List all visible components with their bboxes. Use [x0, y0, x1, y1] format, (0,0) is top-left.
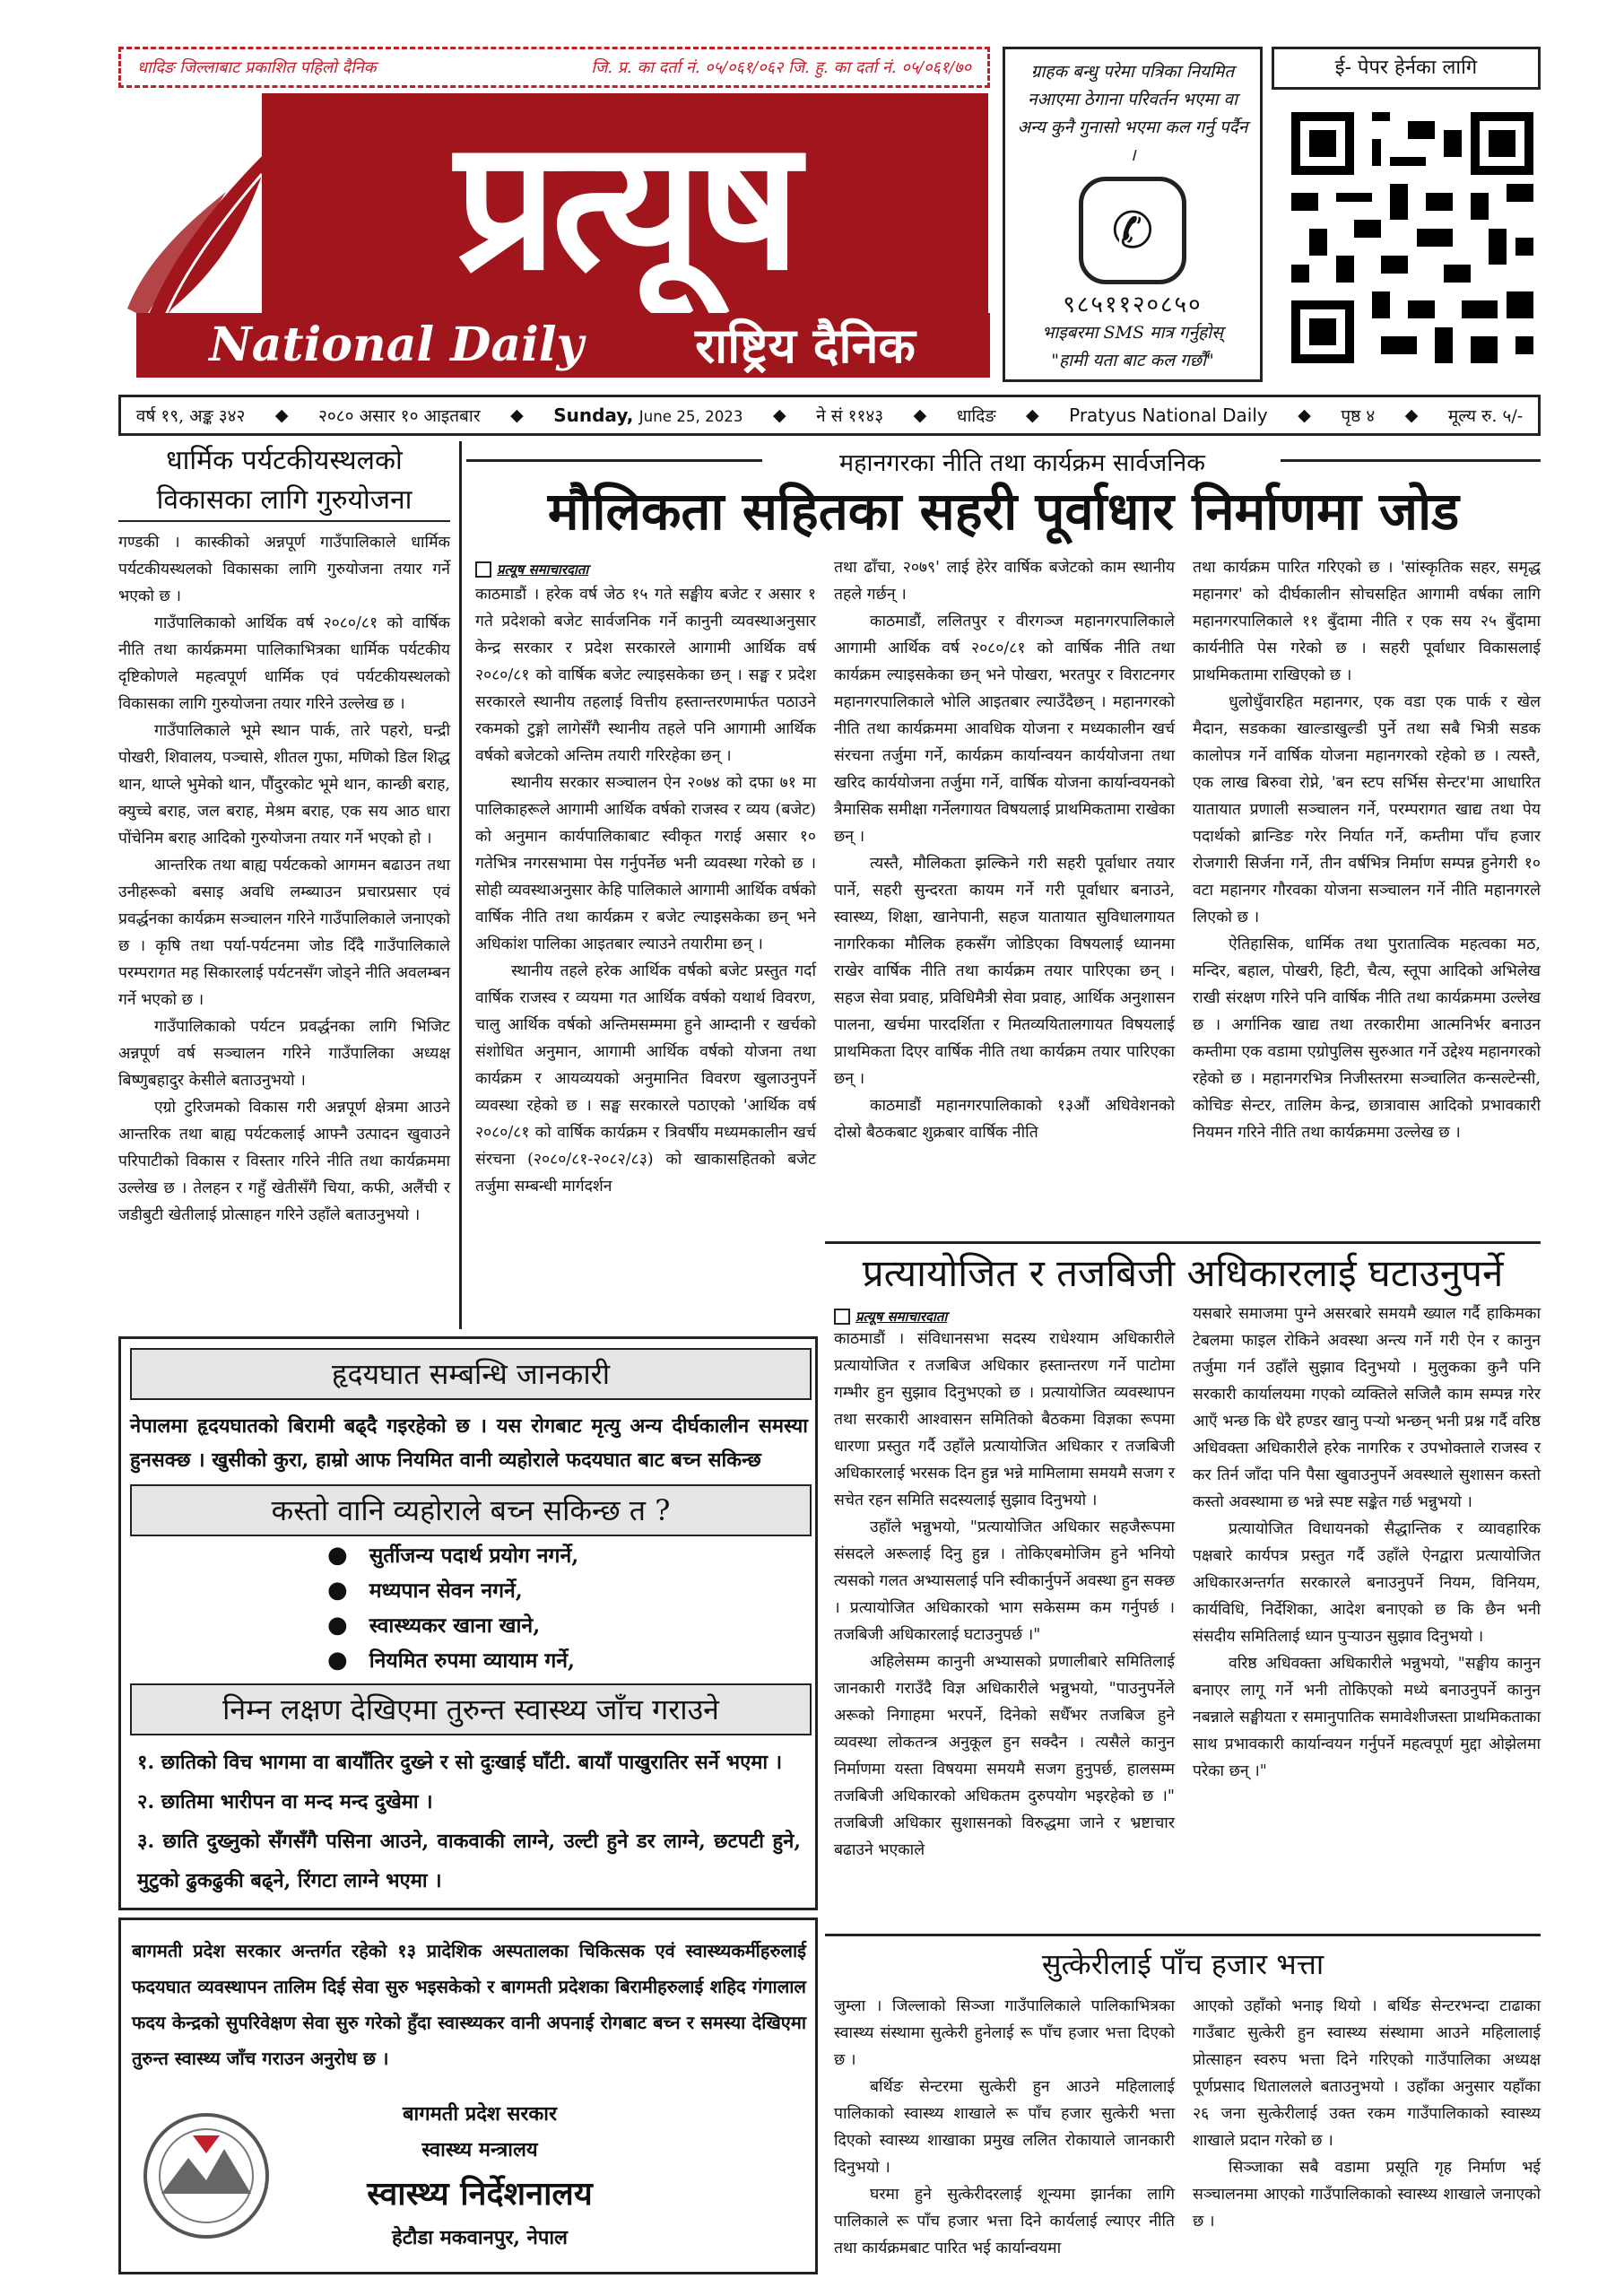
- call-quote: "हामी यता बाट कल गर्छौं": [1051, 351, 1214, 370]
- paragraph: गाउँपालिकाको पर्यटन प्रवर्द्धनका लागि भिजिट अन्नपूर्ण वर्ष सञ्चालन गरिने गाउँपालिका अध्यक्ष बिष्णुबहादुर केसीले बताउनुभयो ।: [118, 1018, 450, 1090]
- masthead-title: प्रत्यूष: [262, 93, 988, 317]
- ad-subtitle: कस्तो वानि व्यहोराले बच्न सकिन्छ त ?: [130, 1484, 812, 1536]
- list-item: ● स्वास्थ्यकर खाना खाने,: [327, 1608, 578, 1643]
- byline-box-icon: [834, 1309, 850, 1325]
- notice-text: ग्राहक बन्धु परेमा पत्रिका नियमित नआएमा ठेगाना परिवर्तन भएमा वा अन्य कुनै गुनासो भएमा कल गर्नु पर्दैन ।: [1017, 62, 1248, 165]
- paragraph: धुलोधुँवारहित महानगर, एक वडा एक पार्क र खेल मैदान, सडकका खाल्डाखुल्डी पुर्ने तथा सबै भित्री सडक कालोपत्र गर्ने वार्षिक योजना महानगरको रहेको छ । त्यस्तै, एक लाख बिरुवा रोप्ने, 'बन स्टप सर्भिस सेन्टर'मा आधारित यातायात प्रणाली सञ्चालन गर्ने, परम्परागत खाद्य तथा पेय पदार्थको ब्रान्डिङ गरेर निर्यात गर्ने, कम्तीमा पाँच हजार रोजगारी सिर्जना गर्ने, तीन वर्षभित्र निर्माण सम्पन्न हुनेगरी १० वटा महानगर गौरवका योजना सञ्चालन गर्ने नीति महानगरले लिएको छ ।: [1193, 693, 1541, 926]
- second-byline: प्रत्यूष समाचारदाता: [834, 1308, 947, 1326]
- paragraph: प्रत्यायोजित विधायनको सैद्धान्तिक र व्यावहारिक पक्षबारे कार्यपत्र प्रस्तुत गर्दै उहाँले ऐनद्वारा प्रत्यायोजित अधिकारअन्तर्गत सरकारले बनाउनुपर्ने नियम, विनियम, कार्यविधि, निर्देशिका, आदेश बनाएको छ कि छैन भनी संसदीय समितिलाई ध्यान पुर्‍याउन सुझाव दिनुभयो ।: [1193, 1520, 1541, 1646]
- subscriber-notice: [1003, 47, 1263, 382]
- paragraph: गाउँपालिकाको आर्थिक वर्ष २०८०/८१ को वार्षिक नीति तथा कार्यक्रममा पालिकाभित्रका धार्मिक पर्यटकीय दृष्टिकोणले महत्वपूर्ण धार्मिक एवं पर्यटकीयस्थलको विकासका लागि गुरुयोजना तयार गरिने उल्लेख छ ।: [118, 614, 450, 713]
- paragraph: काठमाडौं । हरेक वर्ष जेठ १५ गते सङ्घीय बजेट र असार १ गते प्रदेशको बजेट सार्वजनिक गर्ने कानुनी व्यवस्थाअनुसार केन्द्र सरकार र प्रदेश सरकारले आगामी आर्थिक वर्ष २०८०/८१ को वार्षिक बजेट ल्याइसकेका छन् । सङ्घ र प्रदेश सरकारले स्थानीय तहलाई वित्तीय हस्तान्तरणमार्फत पठाउने रकमको टुङ्गो लागेसँगै स्थानीय तहले पनि आगामी आर्थिक वर्षको बजेटको अन्तिम तयारी गरिरहेका छन् ।: [475, 586, 816, 765]
- issuer-block: [300, 2096, 659, 2256]
- strip-right-text: जि. प्र. का दर्ता नं. ०५/०६१/०६२ जि. हु. का दर्ता नं. ०५/०६१/७०: [591, 58, 971, 77]
- paragraph: काठमाडौं । संविधानसभा सदस्य राधेश्याम अधिकारीले प्रत्यायोजित र तजबिज अधिकार हस्तान्तरण गर्ने पाटोमा गम्भीर हुन सुझाव दिनुभएको छ । प्रत्यायोजित व्यवस्थापन तथा सरकारी आश्वासन समितिको बैठकमा विज्ञका रूपमा धारणा प्रस्तुत गर्दै उहाँले प्रत्यायोजित अधिकार र तजबिजी अधिकारलाई भरसक दिन हुन्न भन्ने मामिलामा समयमै सजग र सचेत रहन समिति सदस्यलाई सुझाव दिनुभयो ।: [834, 1330, 1175, 1509]
- volume-issue: वर्ष १९, अङ्क ३४२: [135, 406, 246, 426]
- list-item: २. छातिमा भारीपन वा मन्द मन्द दुखेमा ।: [137, 1790, 433, 1813]
- nepali-date: २०८० असार १० आइतबार: [318, 406, 481, 426]
- ad-symptoms-title: निम्न लक्षण देखिएमा तुरुन्त स्वास्थ्य जाँच गराउने: [130, 1683, 812, 1735]
- viber-phone-icon: ✆: [1079, 177, 1186, 284]
- paragraph: काठमाडौं, ललितपुर र वीरगञ्ज महानगरपालिकाले आगामी आर्थिक वर्ष २०८०/८१ को वार्षिक नीति तथा कार्यक्रम ल्याइसकेका छन् भने पोखरा, भरतपुर र विराटनगर महानगरपालिकाले भोलि आइतबार ल्याउँदैछन् । महानगरको नीति तथा कार्यक्रममा आवधिक योजना र मध्यकालीन खर्च संरचना तर्जुमा गर्ने, कार्यक्रम कार्यान्वयन कार्ययोजना तथा खरिद कार्ययोजना तर्जुमा गर्ने, वार्षिक योजना कार्यान्वयनको त्रैमासिक समीक्षा गर्नेलगायत विषयलाई प्राथमिकतामा राखेका छन् ।: [834, 613, 1175, 846]
- kicker-rule: [466, 459, 762, 462]
- paragraph: बर्थिङ सेन्टरमा सुत्केरी हुन आउने महिलालाई पालिकाको स्वास्थ्य शाखाले रू पाँच हजार सुत्केरी भत्ता दिएको स्वास्थ्य शाखाका प्रमुख ललित रोकायाले जानकारी दिनुभयो ।: [834, 2078, 1175, 2177]
- paragraph: जुम्ला । जिल्लाको सिञ्जा गाउँपालिकाले पालिकाभित्रका स्वास्थ्य संस्थामा सुत्केरी हुनेलाई रू पाँच हजार भत्ता दिएको छ ।: [834, 1997, 1175, 2069]
- newspaper-logo: [118, 93, 990, 378]
- paragraph: तथा कार्यक्रम पारित गरिएको छ । 'सांस्कृतिक सहर, समृद्ध महानगर' को दीर्घकालीन सोचसहित आगामी वर्षका लागि महानगरपालिकाले ११ बुँदामा नीति र एक सय २५ बुँदामा कार्यनीति पेस गरेको छ । सहरी पूर्वाधार विकासलाई प्राथमिकतामा राखिएको छ ।: [1193, 559, 1541, 684]
- qr-code-icon[interactable]: [1291, 112, 1533, 363]
- issuer-ministry: स्वास्थ्य मन्त्रालय: [421, 2138, 538, 2161]
- registration-strip: [118, 47, 990, 88]
- main-article-kicker: महानगरका नीति तथा कार्यक्रम सार्वजनिक: [838, 449, 1206, 477]
- main-byline: प्रत्यूष समाचारदाता: [475, 561, 588, 578]
- issuer-government: बागमती प्रदेश सरकार: [403, 2102, 557, 2126]
- main-article-col2: [834, 554, 1175, 1146]
- health-directorate-notice: [118, 1918, 818, 2274]
- paragraph: आएको उहाँको भनाइ थियो । बर्थिङ सेन्टरभन्दा टाढाका गाउँबाट सुत्केरी हुन स्वास्थ्य संस्थामा आउने महिलालाई प्रोत्साहन स्वरुप भत्ता दिने गरिएको गाउँपालिका अध्यक्ष पूर्णप्रसाद धिताललले बताउनुभयो । उहाँका अनुसार यहाँका २६ जना सुत्केरीलाई उक्त रकम गाउँपालिकाको स्वास्थ्य शाखाले प्रदान गरेको छ ।: [1193, 1997, 1541, 2150]
- ad-title: हृदयघात सम्बन्धि जानकारी: [130, 1348, 812, 1400]
- paper-english-name: Pratyus National Daily: [1069, 404, 1268, 426]
- paragraph: त्यस्तै, मौलिकता झल्किने गरी सहरी पूर्वाधार तयार पार्ने, सहरी सुन्दरता कायम गर्ने गरी पूर्वाधार बनाउने, स्वास्थ्य, शिक्षा, खानेपानी, सहज यातायात सुविधालगायत नागरिकका मौलिक हकसँग जोडिएका विषयलाई ध्यानमा राखेर वार्षिक नीति तथा कार्यक्रम तयार पारिएका छन् । सहज सेवा प्रवाह, प्रविधिमैत्री सेवा प्रवाह, आर्थिक अनुशासन पालना, खर्चमा पारदर्शिता र मितव्ययितालगायत विषयलाई प्राथमिकता दिएर वार्षिक नीति तथा कार्यक्रम तयार पारिएका छन् ।: [834, 855, 1175, 1088]
- paragraph: उहाँले भन्नुभयो, "प्रत्यायोजित अधिकार सहजैरूपमा संसदले अरूलाई दिनु हुन्न । तोकिएबमोजिम हुने भनियो त्यसको गलत अभ्यासलाई पनि स्वीकार्नुपर्ने अवस्था हुन सक्छ । प्रत्यायोजित अधिकारको भाग सकेसम्म कम गर्नुपर्छ । तजबिजी अधिकारलाई घटाउनुपर्छ ।": [834, 1518, 1175, 1644]
- masthead-subtitle: राष्ट्रिय दैनिक: [621, 313, 990, 378]
- left-article-headline: धार्मिक पर्यटकीयस्थलको विकासका लागि गुरुयोजना: [118, 441, 450, 522]
- phone-number: ९८५११२०८५०: [1063, 291, 1203, 318]
- paragraph: गाउँपालिकाले भूमे स्थान पार्क, तारे पहरो, घन्द्री पोखरी, शिवालय, पञ्चासे, शीतल गुफा, मणिको डिल शिद्ध थान, थाप्ले भुमेको थान, पौंदुरकोट भूमे थान, कान्छी बराह, क्युच्चे बराह, जल बराह, मेश्रम बराह, एक सय आठ धारा पोंचेनिम बराह आदिको गुरुयोजना तयार गर्ने भएको हो ।: [118, 722, 450, 848]
- dateline-bar: वर्ष १९, अङ्क ३४२ ◆ २०८० असार १० आइतबार ◆ Sunday, June 25, 2023 ◆ ने सं ११४३ ◆ धादिङ ◆ Pratyus National Daily ◆ पृष्ठ ४ ◆ मूल्य रु. ५/-: [118, 395, 1541, 436]
- masthead-english-name: National Daily: [136, 313, 656, 378]
- paragraph: स्थानीय तहले हरेक आर्थिक वर्षको बजेट प्रस्तुत गर्दा वार्षिक राजस्व र व्ययमा गत आर्थिक वर्षको यथार्थ विवरण, चालु आर्थिक वर्षको अन्तिमसम्ममा हुने आम्दानी र खर्चको संशोधित अनुमान, आगामी आर्थिक वर्षको योजना तथा कार्यक्रम र आयव्ययको अनुमानित विवरण खुलाउनुपर्ने व्यवस्था रहेको छ । सङ्घ सरकारले पठाएको 'आर्थिक वर्ष २०८०/८१ को वार्षिक कार्यक्रम र त्रिवर्षीय मध्यमकालीन खर्च संरचना (२०८०/८१-२०८२/८३) को खाकासहितको बजेट तर्जुमा सम्बन्धी मार्गदर्शन: [475, 962, 816, 1196]
- list-item: ● सुर्तीजन्य पदार्थ प्रयोग नगर्ने,: [327, 1538, 578, 1573]
- paragraph: स्थानीय सरकार सञ्चालन ऐन २०७४ को दफा ७१ मा पालिकाहरूले आगामी आर्थिक वर्षको राजस्व र व्यय (बजेट) को अनुमान कार्यपालिकाबाट स्वीकृत गराई असार १० गतेभित्र नगरसभामा पेस गर्नुपर्नेछ भनी व्यवस्था गरेको छ । सोही व्यवस्थाअनुसार केहि पालिकाले आगामी आर्थिक वर्षको वार्षिक नीति तथा कार्यक्रम र बजेट ल्याइसकेका छन् भने अधिकांश पालिका आइतबार ल्याउने तयारीमा छन् ।: [475, 774, 816, 953]
- list-item: १. छातिको विच भागमा वा बायाँतिर दुख्ने र सो दुःखाई घाँटी. बायाँ पाखुरातिर सर्ने भएमा ।: [137, 1751, 783, 1774]
- paragraph: काठमाडौं महानगरपालिकाको १३औं अधिवेशनको दोस्रो बैठकबाट शुक्रबार वार्षिक नीति: [834, 1097, 1175, 1142]
- second-article-headline: प्रत्यायोजित र तजबिजी अधिकारलाई घटाउनुपर्ने: [862, 1251, 1504, 1295]
- section-rule: [825, 1934, 1541, 1936]
- paragraph: एग्रो टुरिजमको विकास गरी अन्नपूर्ण क्षेत्रमा आउने आन्तरिक तथा बाह्य पर्यटकलाई आफ्नै उत्पादन खुवाउने परिपाटीको विकास र विस्तार गरिने नीति तथा कार्यक्रममा उल्लेख छ । तेलहन र गहुँ खेतीसँगै चिया, कफी, अलैंची र जडीबुटी खेतीलाई प्रोत्साहन गरिने उहाँले बताउनुभयो ।: [118, 1099, 450, 1224]
- second-article-col1: [834, 1326, 1175, 1864]
- main-article-col1: [475, 581, 816, 1200]
- kicker-rule: [1281, 459, 1541, 462]
- third-article-col2: [1193, 1993, 1541, 2235]
- habit-list: [327, 1538, 578, 1678]
- second-article-col2: [1193, 1300, 1541, 1785]
- paragraph: वरिष्ठ अधिवक्ता अधिकारीले भन्नुभयो, "सङ्घीय कानुन बनाएर लागू गर्ने भनी तोकिएको मध्ये बनाउनुपर्ने कानुन नबन्नाले सङ्घीयता र समानुपातिक समावेशीजस्ता प्राथमिकताका साथ प्रभावकारी कार्यान्वयन गर्नुपर्ने महत्वपूर्ण मुद्दा ओझेलमा परेका छन् ।": [1193, 1655, 1541, 1780]
- paragraph: घरमा हुने सुत्केरीदरलाई शून्यमा झार्नका लागि पालिकाले रू पाँच हजार भत्ता दिने कार्यलाई ल्याएर नीति तथा कार्यक्रमबाट पारित भई कार्यान्वयमा: [834, 2186, 1175, 2257]
- strip-left-text: धादिङ जिल्लाबाट प्रकाशित पहिलो दैनिक: [137, 58, 377, 77]
- notice-text: बागमती प्रदेश सरकार अन्तर्गत रहेको १३ प्रादेशिक अस्पतालका चिकित्सक एवं स्वास्थ्यकर्मीहरुलाई फदयघात व्यवस्थापन तालिम दिई सेवा सुरु भइसकेको र बागमती प्रदेशका बिरामीहरुलाई शहिद गंगालाल फदय केन्द्रको सुपरिवेक्षण सेवा सुरु गरेको हुँदा स्वास्थ्यकर वानी अपनाई रोगबाट बच्न र समस्या देखिएमा तुरुन्त स्वास्थ्य जाँच गराउन अनुरोध छ ।: [132, 1940, 806, 2069]
- list-item: ३. छाति दुख्नुको सँगसँगै पसिना आउने, वाकवाकी लाग्ने, उल्टी हुने डर लाग्ने, छटपटी हुने, मुटुको ढुकढुकी बढ्ने, रिंगटा लाग्ने भएमा ।: [137, 1830, 801, 1892]
- list-item: ● नियमित रुपमा व्यायाम गर्ने,: [327, 1643, 578, 1678]
- main-article-col3: [1193, 554, 1541, 1146]
- paragraph: अहिलेसम्म कानुनी अभ्यासको प्रणालीबारे समितिलाई जानकारी गराउँदै विज्ञ अधिकारीले भन्नुभयो, "पाउनुपर्नेले अरूको निगाहमा भरपर्ने, दिनेको सधैँभर तजबिज हुने व्यवस्था लोकतन्त्र अनुकूल हुन सक्दैन । त्यसैले कानुन निर्माणमा यस्ता विषयमा समयमै सजग हुनुपर्छ, हालसम्म तजबिजी अधिकारको अधिकतम दुरुपयोग भइरहेको छ ।" तजबिजी अधिकार सुशासनको विरुद्धमा जाने र भ्रष्टाचार बढाउने भएकाले: [834, 1653, 1175, 1859]
- main-article-headline: मौलिकता सहितका सहरी पूर्वाधार निर्माणमा जोड: [547, 481, 1460, 542]
- ad-intro: नेपालमा हृदयघातको बिरामी बढ्दै गइरहेको छ । यस रोगबाट मृत्यु अन्य दीर्घकालीन समस्या हुनसक्छ । खुसीको कुरा, हाम्रो आफ नियमित वानी व्यहोराले फदयघात बाट बच्न सकिन्छ: [130, 1414, 808, 1472]
- paragraph: तथा ढाँचा, २०७९' लाई हेरेर वार्षिक बजेटको काम स्थानीय तहले गर्छन् ।: [834, 559, 1175, 604]
- nepal-sambat: ने सं ११४३: [816, 406, 884, 426]
- page-number: पृष्ठ ४: [1341, 406, 1376, 426]
- english-date: Sunday, June 25, 2023: [553, 404, 743, 426]
- government-seal-icon: [139, 2109, 274, 2243]
- byline-box-icon: [475, 561, 491, 578]
- paragraph: आन्तरिक तथा बाह्य पर्यटकको आगमन बढाउन तथा उनीहरूको बसाइ अवधि लम्ब्याउन प्रचारप्रसार एवं प्रवर्द्धनका कार्यक्रम सञ्चालन गरिने गाउँपालिकाले जनाएको छ । कृषि तथा पर्या-पर्यटनमा जोड दिँदै गाउँपालिकाले परम्परागत मह सिकारलाई पर्यटनसँग जोड्ने नीति अवलम्बन गर्ने भएको छ ।: [118, 857, 450, 1009]
- issuer-address: हेटौडा मकवानपुर, नेपाल: [392, 2226, 568, 2249]
- third-article-col1: [834, 1993, 1175, 2262]
- place: धादिङ: [956, 406, 996, 426]
- paragraph: सिञ्जाका सबै वडामा प्रसूति गृह निर्माण भई सञ्चालनमा आएको गाउँपालिकाको स्वास्थ्य शाखाले जनाएको छ ।: [1193, 2159, 1541, 2231]
- section-rule: [825, 1241, 1541, 1244]
- column-divider: [459, 441, 462, 1329]
- left-article-body: [118, 529, 450, 1229]
- list-item: ● मध्यपान सेवन नगर्ने,: [327, 1573, 578, 1608]
- issuer-directorate: स्वास्थ्य निर्देशनालय: [367, 2175, 593, 2213]
- third-article-headline: सुत्केरीलाई पाँच हजार भत्ता: [1041, 1947, 1324, 1981]
- paragraph: गण्डकी । कास्कीको अन्नपूर्ण गाउँपालिकाले धार्मिक पर्यटकीयस्थलको विकासका लागि गुरुयोजना तयार गर्ने भएको छ ।: [118, 534, 450, 605]
- paragraph: यसबारे समाजमा पुग्ने असरबारे समयमै ख्याल गर्दै हाकिमका टेबलमा फाइल रोकिने अवस्था अन्त्य गर्ने गरी ऐन र कानुन तर्जुमा गर्न उहाँले सुझाव दिनुभयो । मुलुकका कुनै पनि सरकारी कार्यालयमा गएको व्यक्तिले सजिलै काम सम्पन्न गरेर आएँ भन्छ कि धेरै हण्डर खानु पर्‍यो भन्छन् भनी प्रश्न गर्दै वरिष्ठ अधिवक्ता अधिकारीले हरेक नागरिक र उपभोक्ताले राजस्व र कर तिर्न जाँदा पनि पैसा खुवाउनुपर्ने अवस्थाले सुशासन कस्तो कस्तो अवस्थामा छ भन्ने स्पष्ट सङ्केत गर्छ भन्नुभयो ।: [1193, 1305, 1541, 1511]
- sms-instruction: भाइबरमा SMS मात्र गर्नुहोस्: [1042, 323, 1223, 343]
- paragraph: ऐतिहासिक, धार्मिक तथा पुरातात्विक महत्वका मठ, मन्दिर, बहाल, पोखरी, हिटी, चैत्य, स्तूपा आदिको अभिलेख राखी संरक्षण गरिने पनि वार्षिक नीति तथा कार्यक्रममा उल्लेख छ । अर्गानिक खाद्य तथा तरकारीमा आत्मनिर्भर बनाउन कम्तीमा एक वडामा एग्रोपुलिस सुरुआत गर्ने उद्देश्य महानगरको रहेको छ । महानगरभित्र निजीस्तरमा सञ्चालित कन्सल्टेन्सी, कोचिङ सेन्टर, तालिम केन्द्र, छात्रावास आदिको प्रभावकारी नियमन गरिने नीति तथा कार्यक्रममा उल्लेख छ ।: [1193, 935, 1541, 1142]
- epaper-label: ई- पेपर हेर्नका लागि: [1272, 47, 1541, 90]
- heart-attack-awareness-ad: [118, 1336, 818, 1910]
- symptom-list: [137, 1743, 801, 1900]
- price: मूल्य रु. ५/-: [1447, 406, 1524, 426]
